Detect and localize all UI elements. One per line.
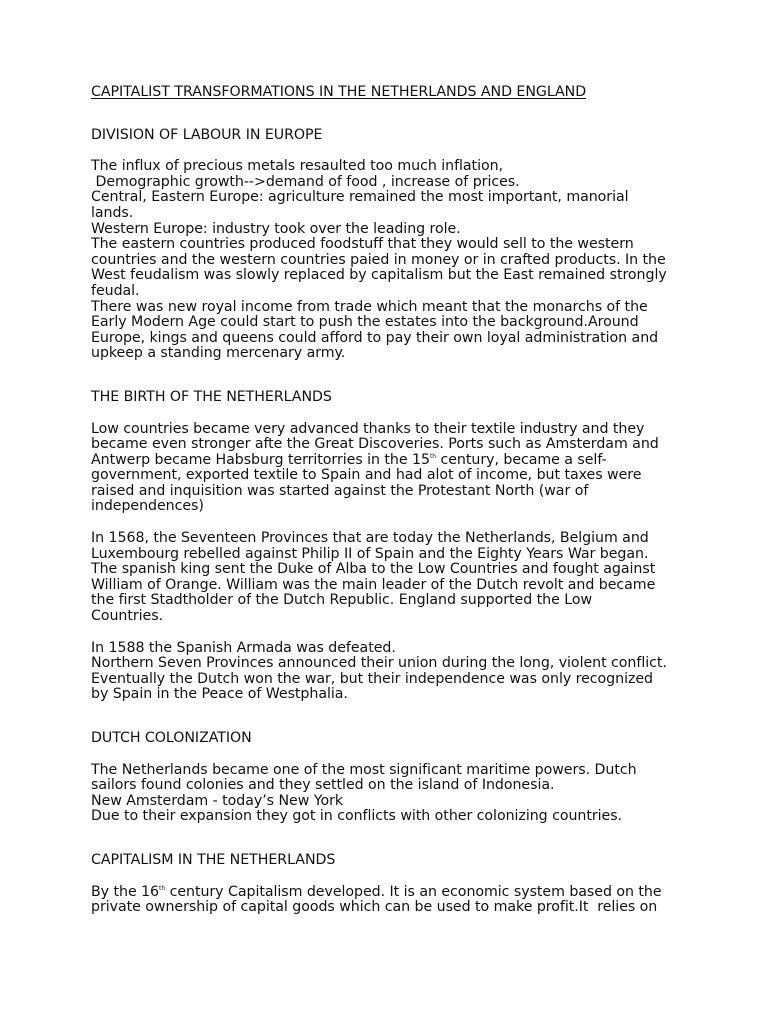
section-heading: THE BIRTH OF THE NETHERLANDS xyxy=(91,388,332,405)
text-line: The eastern countries produced foodstuff that they would sell to the western xyxy=(91,236,634,253)
text-line: Antwerp became Habsburg territorries in the 15th century, became a self- xyxy=(91,451,607,468)
text-line: There was new royal income from trade which meant that the monarchs of the xyxy=(91,298,648,315)
document-section xyxy=(91,128,691,362)
document-section xyxy=(91,731,691,825)
text-line: Europe, kings and queens could afford to pay their own loyal administration and xyxy=(91,329,659,346)
text-line: The Netherlands became one of the most significant maritime powers. Dutch xyxy=(91,761,637,778)
text-line: lands. xyxy=(91,204,134,221)
spacer xyxy=(91,143,691,159)
text-line: The spanish king sent the Duke of Alba to the Low Countries and fought against xyxy=(91,561,656,578)
text-line: By the 16th century Capitalism developed. It is an economic system based on the xyxy=(91,883,662,900)
spacer xyxy=(91,869,691,885)
text-line: became even stronger afte the Great Discoveries. Ports such as Amsterdam and xyxy=(91,436,659,453)
text-line: In 1588 the Spanish Armada was defeated. xyxy=(91,639,396,656)
spacer xyxy=(91,101,691,128)
spacer xyxy=(91,362,691,390)
text-line: government, exported textile to Spain and had alot of income, but taxes were xyxy=(91,467,642,484)
paragraph xyxy=(91,885,691,916)
document-body xyxy=(91,101,691,916)
text-line: upkeep a standing mercenary army. xyxy=(91,345,346,362)
paragraph xyxy=(91,422,691,516)
document-title: CAPITALIST TRANSFORMATIONS IN THE NETHERLANDS AND ENGLAND xyxy=(91,84,587,100)
text-line: sailors found colonies and they settled on the island of Indonesia. xyxy=(91,777,555,794)
text-line: Eventually the Dutch won the war, but their independence was only recognized xyxy=(91,670,653,687)
text-line: raised and inquisition was started against the Protestant North (war of xyxy=(91,482,589,499)
text-line: by Spain in the Peace of Westphalia. xyxy=(91,686,348,703)
text-line: Low countries became very advanced thanks to their textile industry and they xyxy=(91,420,645,437)
text-line: Early Modern Age could start to push the estates into the background.Around xyxy=(91,314,639,331)
spacer xyxy=(91,825,691,853)
superscript: th xyxy=(429,452,437,460)
spacer xyxy=(91,406,691,422)
text-line: Countries. xyxy=(91,608,164,625)
document-page xyxy=(91,85,691,916)
paragraph xyxy=(91,763,691,825)
section-heading: DUTCH COLONIZATION xyxy=(91,730,252,746)
paragraph xyxy=(91,641,691,703)
spacer xyxy=(91,515,691,531)
spacer xyxy=(91,625,691,641)
text-line: New Amsterdam - today’s New York xyxy=(91,792,344,809)
text-line: In 1568, the Seventeen Provinces that are today the Netherlands, Belgium and xyxy=(91,530,649,547)
text-line: Central, Eastern Europe: agriculture remained the most important, manorial xyxy=(91,189,629,206)
text-line: Western Europe: industry took over the leading role. xyxy=(91,220,461,237)
text-line: West feudalism was slowly replaced by capitalism but the East remained strongly xyxy=(91,267,667,284)
text-line: Luxembourg rebelled against Philip II of Spain and the Eighty Years War began. xyxy=(91,545,649,562)
document-section xyxy=(91,390,691,703)
document-section xyxy=(91,853,691,916)
text-line: Demographic growth-->demand of food , increase of prices. xyxy=(91,173,520,190)
text-line: Northern Seven Provinces announced their union during the long, violent conflict. xyxy=(91,655,667,672)
paragraph xyxy=(91,159,691,362)
text-line: countries and the western countries paied in money or in crafted products. In the xyxy=(91,251,666,268)
text-line: the first Stadtholder of the Dutch Republic. England supported the Low xyxy=(91,592,593,609)
spacer xyxy=(91,703,691,731)
paragraph xyxy=(91,531,691,625)
text-line: private ownership of capital goods which can be used to make profit.It relies on xyxy=(91,899,658,916)
text-line: William of Orange. William was the main leader of the Dutch revolt and became xyxy=(91,576,656,593)
text-line: Due to their expansion they got in conflicts with other colonizing countries. xyxy=(91,808,622,825)
text-line: The influx of precious metals resaulted too much inflation, xyxy=(91,158,503,175)
section-heading: DIVISION OF LABOUR IN EUROPE xyxy=(91,126,323,143)
text-line: independences) xyxy=(91,498,204,515)
spacer xyxy=(91,747,691,763)
text-line: feudal. xyxy=(91,282,140,299)
section-heading: CAPITALISM IN THE NETHERLANDS xyxy=(91,851,336,868)
superscript: th xyxy=(159,884,166,892)
